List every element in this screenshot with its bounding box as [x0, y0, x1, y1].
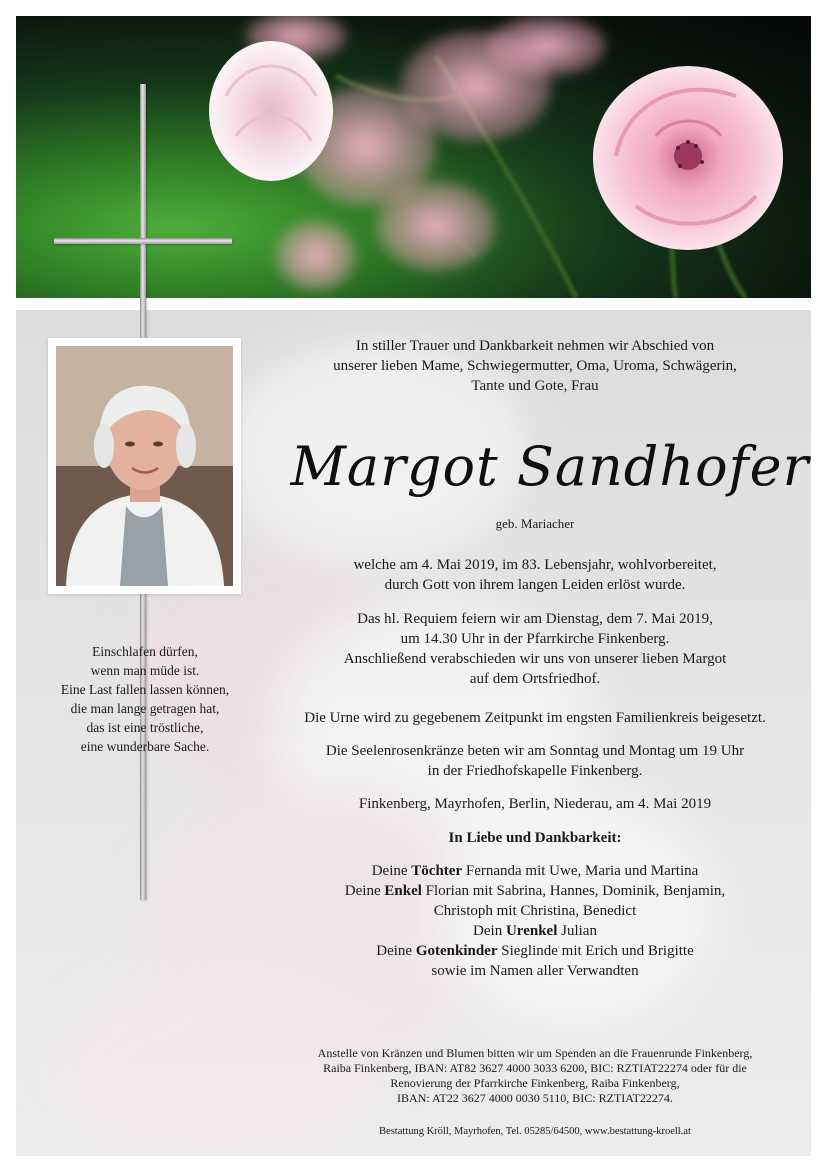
family-line-relatives: sowie im Namen aller Verwandten — [431, 963, 639, 979]
portrait-frame — [48, 338, 241, 594]
requiem-line: auf dem Ortsfriedhof. — [469, 671, 601, 687]
poem-line: Eine Last fallen lassen können, — [60, 682, 230, 697]
maiden-name: geb. Mariacher — [495, 516, 575, 531]
rosary-notice — [270, 741, 800, 781]
requiem-notice — [270, 609, 800, 689]
requiem-line: um 14.30 Uhr in der Pfarrkirche Finkenberg. — [400, 631, 670, 647]
poem-line: eine wunderbare Sache. — [80, 739, 210, 754]
family-line-daughters: Deine Töchter Fernanda mit Uwe, Maria und Martina — [371, 863, 699, 879]
requiem-line: Anschließend verabschieden wir uns von unserer lieben Margot — [343, 651, 727, 667]
poem-line: die man lange getragen hat, — [70, 701, 220, 716]
requiem-line: Das hl. Requiem feiern wir am Dienstag, dem 7. Mai 2019, — [357, 611, 713, 627]
family-line-grandchildren-cont: Christoph mit Christina, Benedict — [433, 903, 637, 919]
closing-line: In Liebe und Dankbarkeit: — [448, 830, 622, 846]
donation-line: Renovierung der Pfarrkirche Finkenberg, Raiba Finkenberg, — [390, 1076, 680, 1090]
poem-line: Einschlafen dürfen, — [92, 644, 198, 659]
urn-notice: Die Urne wird zu gegebenem Zeitpunkt im engsten Familienkreis beigesetzt. — [304, 710, 766, 726]
cross-horizontal-bar — [54, 238, 232, 244]
death-notice — [270, 555, 800, 595]
death-notice-line: welche am 4. Mai 2019, im 83. Lebensjahr, wohlvorbereitet, — [353, 557, 717, 573]
donation-line: IBAN: AT22 3627 4000 0030 5110, BIC: RZTIAT22274. — [397, 1091, 673, 1105]
deceased-name: Margot Sandhofer — [290, 435, 810, 498]
rosary-line: in der Friedhofskapelle Finkenberg. — [427, 763, 643, 779]
family-line-great-grandchild: Dein Urenkel Julian — [473, 923, 597, 939]
header-rose-image — [16, 16, 811, 298]
death-notice-line: durch Gott von ihrem langen Leiden erlöst wurde. — [384, 577, 686, 593]
place-date: Finkenberg, Mayrhofen, Berlin, Niederau, am 4. Mai 2019 — [358, 796, 712, 812]
donation-line: Raiba Finkenberg, IBAN: AT82 3627 4000 3033 6200, BIC: RZTIAT22274 oder für die — [323, 1061, 747, 1075]
donation-request — [270, 1046, 800, 1106]
poem-line: wenn man müde ist. — [90, 663, 200, 678]
portrait-photo — [56, 346, 233, 586]
funeral-home-footer: Bestattung Kröll, Mayrhofen, Tel. 05285/64500, www.bestattung-kroell.at — [379, 1126, 691, 1137]
intro-text — [270, 336, 800, 396]
family-line-grandchildren: Deine Enkel Florian mit Sabrina, Hannes, Dominik, Benjamin, — [344, 883, 726, 899]
poem-line: das ist eine tröstliche, — [86, 720, 204, 735]
rose-illustration — [16, 16, 811, 298]
family-list — [270, 861, 800, 981]
intro-line: In stiller Trauer und Dankbarkeit nehmen wir Abschied von — [355, 338, 715, 354]
rosary-line: Die Seelenrosenkränze beten wir am Sonntag und Montag um 19 Uhr — [325, 743, 745, 759]
intro-line: Tante und Gote, Frau — [471, 378, 599, 394]
intro-line: unserer lieben Mame, Schwiegermutter, Oma, Uroma, Schwägerin, — [333, 358, 737, 374]
poem — [40, 642, 250, 756]
portrait-illustration — [56, 346, 233, 586]
family-line-godchildren: Deine Gotenkinder Sieglinde mit Erich und Brigitte — [376, 943, 694, 959]
donation-line: Anstelle von Kränzen und Blumen bitten wir um Spenden an die Frauenrunde Finkenberg, — [317, 1046, 753, 1060]
